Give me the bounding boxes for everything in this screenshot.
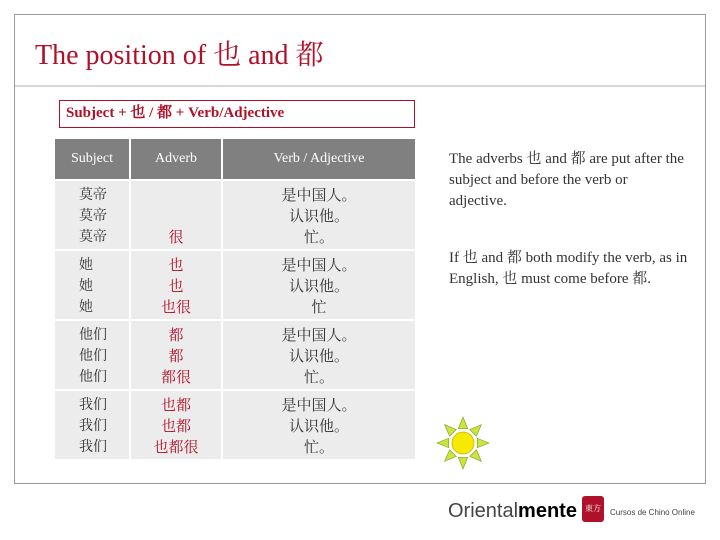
sun-ray	[445, 450, 457, 462]
logo-brand-end: mente	[518, 500, 577, 522]
header-verb-adjective: Verb / Adjective	[223, 139, 415, 179]
subject-cell	[55, 249, 131, 319]
explanation-text	[449, 149, 689, 290]
logo-seal-icon: 東方	[582, 496, 604, 522]
sun-ray	[445, 425, 457, 437]
adverb-line: 也	[168, 256, 184, 274]
adverb-cell	[131, 319, 223, 389]
subject-line: 她	[79, 278, 93, 294]
table-header-row	[55, 139, 415, 179]
adverb-line	[131, 185, 221, 206]
adverb-line: 很	[168, 228, 184, 246]
verb-cell	[223, 249, 415, 319]
subject-line: 莫帝	[79, 187, 107, 203]
verb-line: 认识他。	[288, 207, 349, 225]
explanation-paragraph-2: If 也 and 都 both modify the verb, as in English, 也 must come before 都.	[449, 250, 688, 287]
header-adverb: Adverb	[131, 139, 223, 179]
subject-line: 她	[79, 257, 93, 273]
adverb-cell	[131, 389, 223, 459]
verb-line: 认识他。	[288, 347, 349, 365]
subject-line: 他们	[79, 348, 107, 364]
slide-title: The position of 也 and 都	[35, 40, 324, 71]
explanation-paragraph-1: The adverbs 也 and 都 are put after the subject and before the verb or adjective.	[449, 151, 684, 209]
verb-line: 忙。	[303, 368, 334, 386]
grammar-formula: Subject + 也 / 都 + Verb/Adjective	[59, 100, 415, 128]
orientalmente-logo	[448, 496, 708, 536]
sun-icon	[435, 415, 491, 471]
adverb-line: 也很	[160, 298, 191, 316]
logo-tagline: Cursos de Chino Online	[610, 508, 695, 517]
adverb-line	[131, 206, 221, 227]
sun-ray	[458, 417, 467, 429]
verb-line: 认识他。	[288, 417, 349, 435]
verb-line: 是中国人。	[281, 256, 357, 274]
verb-line: 是中国人。	[281, 396, 357, 414]
header-subject: Subject	[55, 139, 131, 179]
verb-cell	[223, 319, 415, 389]
verb-cell	[223, 389, 415, 459]
sun-ray	[470, 450, 482, 462]
adverb-cell	[131, 179, 223, 249]
adverb-line: 也都	[160, 396, 191, 414]
subject-line: 莫帝	[79, 208, 107, 224]
verb-line: 是中国人。	[281, 186, 357, 204]
table-row	[55, 319, 415, 389]
adverb-line: 也都很	[153, 438, 199, 456]
adverb-cell	[131, 249, 223, 319]
adverb-line: 也都	[160, 417, 191, 435]
verb-line: 忙。	[303, 438, 334, 456]
table-row	[55, 249, 415, 319]
subject-line: 我们	[79, 418, 107, 434]
slide	[14, 14, 706, 484]
sun-ray	[458, 457, 467, 469]
title-divider	[15, 85, 705, 87]
logo-brand-start: Oriental	[448, 500, 519, 522]
verb-line: 忙。	[303, 228, 334, 246]
adverb-line: 都	[168, 326, 184, 344]
table-row	[55, 179, 415, 249]
adverb-line: 都	[168, 347, 184, 365]
subject-line: 她	[79, 299, 93, 315]
adverb-line: 都很	[160, 368, 191, 386]
subject-cell	[55, 389, 131, 459]
sun-ray	[477, 438, 489, 447]
sun-ray	[437, 438, 449, 447]
grammar-table	[55, 139, 415, 459]
verb-cell	[223, 179, 415, 249]
subject-line: 莫帝	[79, 229, 107, 245]
sun-ray	[470, 425, 482, 437]
logo-wordmark	[448, 500, 577, 523]
subject-line: 他们	[79, 369, 107, 385]
subject-cell	[55, 179, 131, 249]
subject-line: 我们	[79, 397, 107, 413]
table-row	[55, 389, 415, 459]
verb-line: 是中国人。	[281, 326, 357, 344]
sun-core	[452, 432, 474, 454]
verb-line: 认识他。	[288, 277, 349, 295]
table-body	[55, 179, 415, 459]
verb-line: 忙	[311, 298, 327, 316]
subject-line: 他们	[79, 327, 107, 343]
subject-line: 我们	[79, 439, 107, 455]
subject-cell	[55, 319, 131, 389]
adverb-line: 也	[168, 277, 184, 295]
